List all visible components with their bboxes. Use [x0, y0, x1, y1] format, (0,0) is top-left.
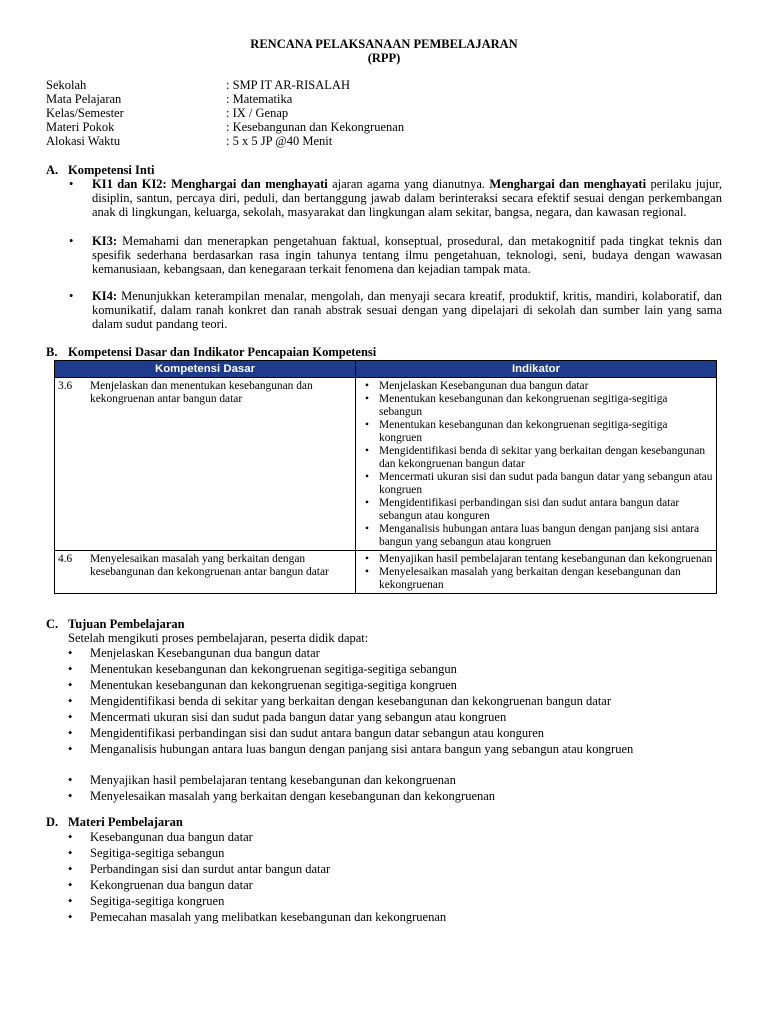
- identity-value: : SMP IT AR-RISALAH: [226, 78, 350, 92]
- list-item: • Menganalisis hubungan antara luas bangun dengan panjang sisi antara bangun yang sebangun atau kongruen: [365, 523, 700, 548]
- table-row: [55, 551, 717, 594]
- bullet-icon: •: [68, 678, 73, 692]
- list-item: • Menentukan kesebangunan dan kekongruenan segitiga-segitiga kongruen: [365, 419, 668, 444]
- bullet-icon: •: [68, 710, 73, 724]
- indicator-list: [359, 553, 713, 592]
- bullet-icon: •: [365, 419, 369, 431]
- list-item: • Mengidentifikasi benda di sekitar yang berkaitan dengan kesebangunan dan kekongruenan bangun datar: [365, 445, 706, 470]
- bullet-icon: •: [365, 471, 369, 483]
- ki4-paragraph: • KI4: Menunjukkan keterampilan menalar, mengolah, dan menyaji secara kreatif, produktif, kritis, mandiri, kolaboratif, dan komunikatif, dalam ranah konkret dan ranah abstrak sesuai dengan yang dipelajari di sekolah dan sumber lain yang sama dalam sudut pandang teori.: [69, 289, 722, 332]
- list-item: • Mencermati ukuran sisi dan sudut pada bangun datar yang sebangun atau kongruen: [68, 710, 507, 724]
- kd-number: 3.6: [58, 380, 73, 392]
- column-header-kd: Kompetensi Dasar: [55, 361, 356, 378]
- list-item: • Menentukan kesebangunan dan kekongruenan segitiga-segitiga sebangun: [365, 393, 668, 418]
- bullet-icon: •: [68, 830, 73, 844]
- kd-number: 4.6: [58, 553, 73, 565]
- bullet-icon: •: [68, 862, 73, 876]
- list-item: • Pemecahan masalah yang melibatkan kesebangunan dan kekongruenan: [68, 910, 447, 924]
- bullet-icon: •: [365, 523, 369, 535]
- identity-value: : Matematika: [226, 92, 293, 106]
- list-item: • Menyajikan hasil pembelajaran tentang kesebangunan dan kekongruenan: [365, 553, 713, 565]
- bullet-icon: •: [68, 773, 73, 787]
- section-heading-b: B. Kompetensi Dasar dan Indikator Pencapaian Kompetensi: [46, 345, 377, 359]
- indicator-cell: [356, 378, 717, 551]
- bullet-icon: •: [69, 289, 74, 303]
- bullet-icon: •: [365, 566, 369, 578]
- list-item: • Segitiga-segitiga sebangun: [68, 846, 225, 860]
- bullet-icon: •: [68, 878, 73, 892]
- identity-label: Kelas/Semester: [46, 106, 124, 120]
- identity-value: : Kesebangunan dan Kekongruenan: [226, 120, 405, 134]
- section-heading-d: D. Materi Pembelajaran: [46, 815, 183, 829]
- section-heading-c: C. Tujuan Pembelajaran: [46, 617, 185, 631]
- bullet-icon: •: [68, 910, 73, 924]
- ki3-paragraph: • KI3: Memahami dan menerapkan pengetahuan faktual, konseptual, prosedural, dan metakognitif pada tingkat teknis dan spesifik sederhana berdasarkan rasa ingin tahunya tentang ilmu pengetahuan, teknologi, seni, budaya dengan wawasan kemanusiaan, kebangsaan, dan kenegaraan terkait fenomena dan kejadian tampak mata.: [69, 234, 722, 277]
- bullet-icon: •: [365, 380, 369, 392]
- bullet-icon: •: [68, 742, 73, 756]
- bullet-icon: •: [365, 553, 369, 565]
- list-item: • Menentukan kesebangunan dan kekongruenan segitiga-segitiga kongruen: [68, 678, 457, 692]
- identity-label: Mata Pelajaran: [46, 92, 122, 106]
- table-header-row: [55, 361, 717, 378]
- list-item: • Mengidentifikasi benda di sekitar yang berkaitan dengan kesebangunan dan kekongruenan bangun datar: [68, 694, 612, 708]
- table-row: [55, 378, 717, 551]
- column-header-indicator: Indikator: [356, 361, 717, 378]
- list-item: • Menyelesaikan masalah yang berkaitan dengan kesebangunan dan kekongruenan: [365, 566, 681, 591]
- list-item: • Menyelesaikan masalah yang berkaitan dengan kesebangunan dan kekongruenan: [68, 789, 496, 803]
- list-item: • Kesebangunan dua bangun datar: [68, 830, 253, 844]
- objectives-intro: Setelah mengikuti proses pembelajaran, peserta didik dapat:: [68, 631, 369, 645]
- document-title: RENCANA PELAKSANAAN PEMBELAJARAN: [250, 37, 518, 51]
- kd-text: Menjelaskan dan menentukan kesebangunan dan kekongruenan antar bangun datar: [90, 380, 313, 405]
- bullet-icon: •: [365, 497, 369, 509]
- bullet-icon: •: [68, 726, 73, 740]
- list-item: • Mengidentifikasi perbandingan sisi dan sudut antara bangun datar sebangun atau konguren: [68, 726, 545, 740]
- bullet-icon: •: [69, 234, 74, 248]
- bullet-icon: •: [68, 694, 73, 708]
- kd-cell: [55, 378, 356, 551]
- list-item: • Kekongruenan dua bangun datar: [68, 878, 253, 892]
- indicator-list: [359, 380, 713, 549]
- identity-value: : IX / Genap: [226, 106, 289, 120]
- list-item: • Menentukan kesebangunan dan kekongruenan segitiga-segitiga sebangun: [68, 662, 457, 676]
- list-item: • Perbandingan sisi dan surdut antar bangun datar: [68, 862, 331, 876]
- bullet-icon: •: [69, 177, 74, 191]
- list-item: • Menganalisis hubungan antara luas bangun dengan panjang sisi antara bangun yang sebangun atau kongruen: [68, 742, 634, 756]
- ki1-paragraph: • KI1 dan KI2: Menghargai dan menghayati ajaran agama yang dianutnya. Menghargai dan menghayati perilaku jujur, disiplin, santun, percaya diri, peduli, dan bertanggung jawab dalam berinteraksi secara efektif sesuai dengan perkembangan anak di lingkungan, keluarga, sekolah, masyarakat dan lingkungan alam sekitar, bangsa, negara, dan kawasan regional.: [69, 177, 722, 220]
- list-item: • Menjelaskan Kesebangunan dua bangun datar: [68, 646, 320, 660]
- bullet-icon: •: [68, 894, 73, 908]
- list-item: • Mengidentifikasi perbandingan sisi dan sudut antara bangun datar sebangun atau konguren: [365, 497, 680, 522]
- bullet-icon: •: [365, 393, 369, 405]
- kd-cell: [55, 551, 356, 594]
- list-item: • Menyajikan hasil pembelajaran tentang kesebangunan dan kekongruenan: [68, 773, 456, 787]
- document-subtitle: (RPP): [367, 51, 401, 65]
- bullet-icon: •: [68, 789, 73, 803]
- competency-table: [54, 360, 717, 594]
- bullet-icon: •: [68, 646, 73, 660]
- indicator-cell: [356, 551, 717, 594]
- identity-label: Materi Pokok: [46, 120, 115, 134]
- identity-value: : 5 x 5 JP @40 Menit: [226, 134, 333, 148]
- list-item: • Menjelaskan Kesebangunan dua bangun datar: [365, 380, 589, 392]
- list-item: • Segitiga-segitiga kongruen: [68, 894, 225, 908]
- section-heading-a: A. Kompetensi Inti: [46, 163, 155, 177]
- bullet-icon: •: [365, 445, 369, 457]
- bullet-icon: •: [68, 846, 73, 860]
- identity-label: Alokasi Waktu: [46, 134, 121, 148]
- bullet-icon: •: [68, 662, 73, 676]
- list-item: • Mencermati ukuran sisi dan sudut pada bangun datar yang sebangun atau kongruen: [365, 471, 713, 496]
- kd-text: Menyelesaikan masalah yang berkaitan dengan kesebangunan dan kekongruenan antar bangun datar: [90, 553, 329, 578]
- identity-label: Sekolah: [46, 78, 87, 92]
